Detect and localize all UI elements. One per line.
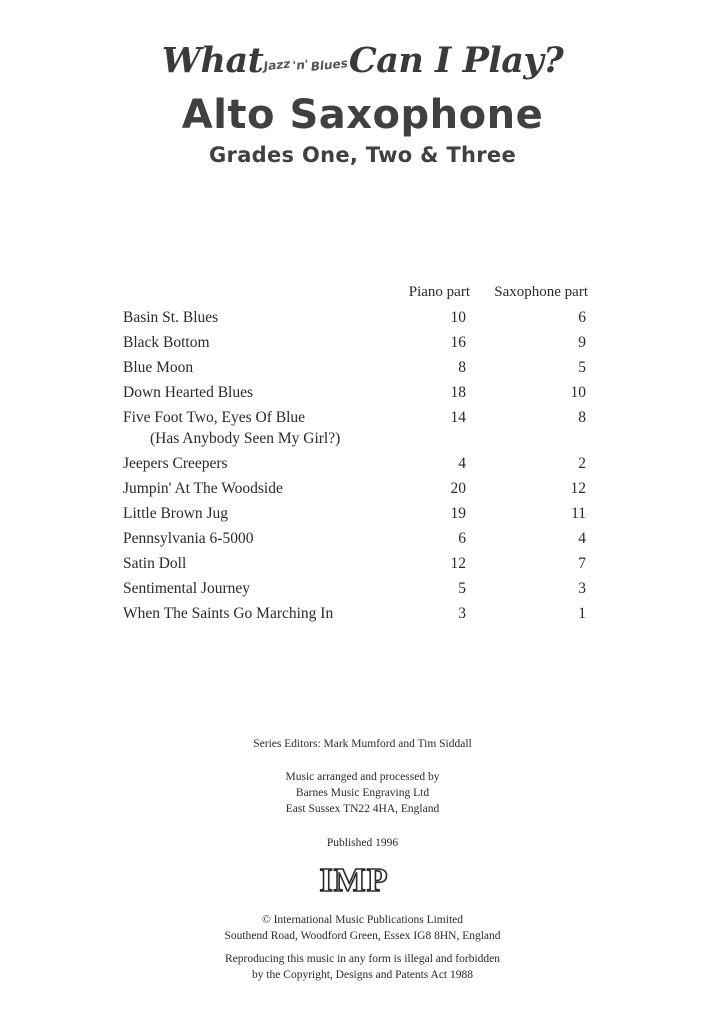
song-title: Jumpin' At The Woodside <box>123 480 283 497</box>
sax-page: 5 <box>578 359 586 376</box>
sax-page: 8 <box>578 409 586 426</box>
legal-line: Reproducing this music in any form is illegal and forbidden <box>225 953 500 965</box>
list-item <box>0 382 725 407</box>
column-header-piano: Piano part <box>408 284 470 300</box>
list-item <box>0 528 725 553</box>
list-item <box>0 603 725 628</box>
piano-page: 16 <box>450 334 466 351</box>
sax-page: 2 <box>578 455 586 472</box>
page-title: Alto Saxophone <box>181 92 544 138</box>
song-title: Pennsylvania 6-5000 <box>123 530 254 547</box>
imp-logo <box>306 860 402 898</box>
arranger-line: Barnes Music Engraving Ltd <box>295 787 430 799</box>
song-title: Sentimental Journey <box>123 580 250 597</box>
piano-page: 12 <box>450 555 466 572</box>
arranger-credit <box>0 769 725 817</box>
page-subtitle: Grades One, Two & Three <box>209 143 516 167</box>
sax-page: 11 <box>571 505 586 522</box>
sax-page: 7 <box>578 555 586 572</box>
piano-page: 8 <box>458 359 466 376</box>
piano-page: 6 <box>458 530 466 547</box>
contents-list <box>0 307 725 628</box>
song-title: Basin St. Blues <box>123 309 219 326</box>
song-title-sub: (Has Anybody Seen My Girl?) <box>150 430 341 447</box>
list-item <box>0 307 725 332</box>
series-title-end: Can I Play? <box>348 40 564 81</box>
column-header-saxophone: Saxophone part <box>494 284 588 300</box>
legal-notice <box>0 951 725 983</box>
list-item <box>0 407 725 453</box>
piano-page: 20 <box>450 480 466 497</box>
song-title-main: Five Foot Two, Eyes Of Blue <box>123 409 306 426</box>
series-title-inset-jazz: Jazz <box>263 56 292 74</box>
arranger-line: East Sussex TN22 4HA, England <box>285 803 440 815</box>
piano-page: 5 <box>458 580 466 597</box>
arranger-line: Music arranged and processed by <box>285 771 440 783</box>
piano-page: 18 <box>450 384 466 401</box>
series-title-inset-n: 'n' <box>291 57 310 73</box>
piano-page: 4 <box>458 455 466 472</box>
piano-page: 3 <box>458 605 466 622</box>
imp-logo-text: IMP <box>319 862 389 898</box>
contents-header <box>0 284 725 304</box>
sax-page: 6 <box>578 309 586 326</box>
song-title <box>123 407 423 449</box>
sax-page: 12 <box>570 480 586 497</box>
piano-page: 10 <box>450 309 466 326</box>
list-item <box>0 578 725 603</box>
copyright-address: Southend Road, Woodford Green, Essex IG8 8HN, England <box>224 930 501 942</box>
song-title: Blue Moon <box>123 359 194 376</box>
list-item <box>0 332 725 357</box>
piano-page: 19 <box>450 505 466 522</box>
song-title: Little Brown Jug <box>123 505 229 522</box>
song-title: Down Hearted Blues <box>123 384 253 401</box>
song-title: Jeepers Creepers <box>123 455 228 472</box>
list-item <box>0 357 725 382</box>
legal-line: by the Copyright, Designs and Patents Act 1988 <box>251 969 474 981</box>
series-editors: Series Editors: Mark Mumford and Tim Siddall <box>253 738 472 750</box>
list-item <box>0 503 725 528</box>
series-title-inset-blues: Blues <box>309 56 349 74</box>
list-item <box>0 478 725 503</box>
sax-page: 9 <box>578 334 586 351</box>
sax-page: 4 <box>578 530 586 547</box>
copyright-block <box>0 912 725 944</box>
piano-page: 14 <box>450 409 466 426</box>
published-date: Published 1996 <box>326 837 399 849</box>
song-title: Satin Doll <box>123 555 187 572</box>
song-title: When The Saints Go Marching In <box>123 605 334 622</box>
list-item <box>0 453 725 478</box>
song-title: Black Bottom <box>123 334 210 351</box>
sax-page: 3 <box>578 580 586 597</box>
sax-page: 1 <box>578 605 586 622</box>
series-title <box>0 40 725 81</box>
list-item <box>0 553 725 578</box>
series-title-start: What <box>161 40 264 81</box>
sax-page: 10 <box>570 384 586 401</box>
copyright-line: © International Music Publications Limited <box>261 914 463 926</box>
